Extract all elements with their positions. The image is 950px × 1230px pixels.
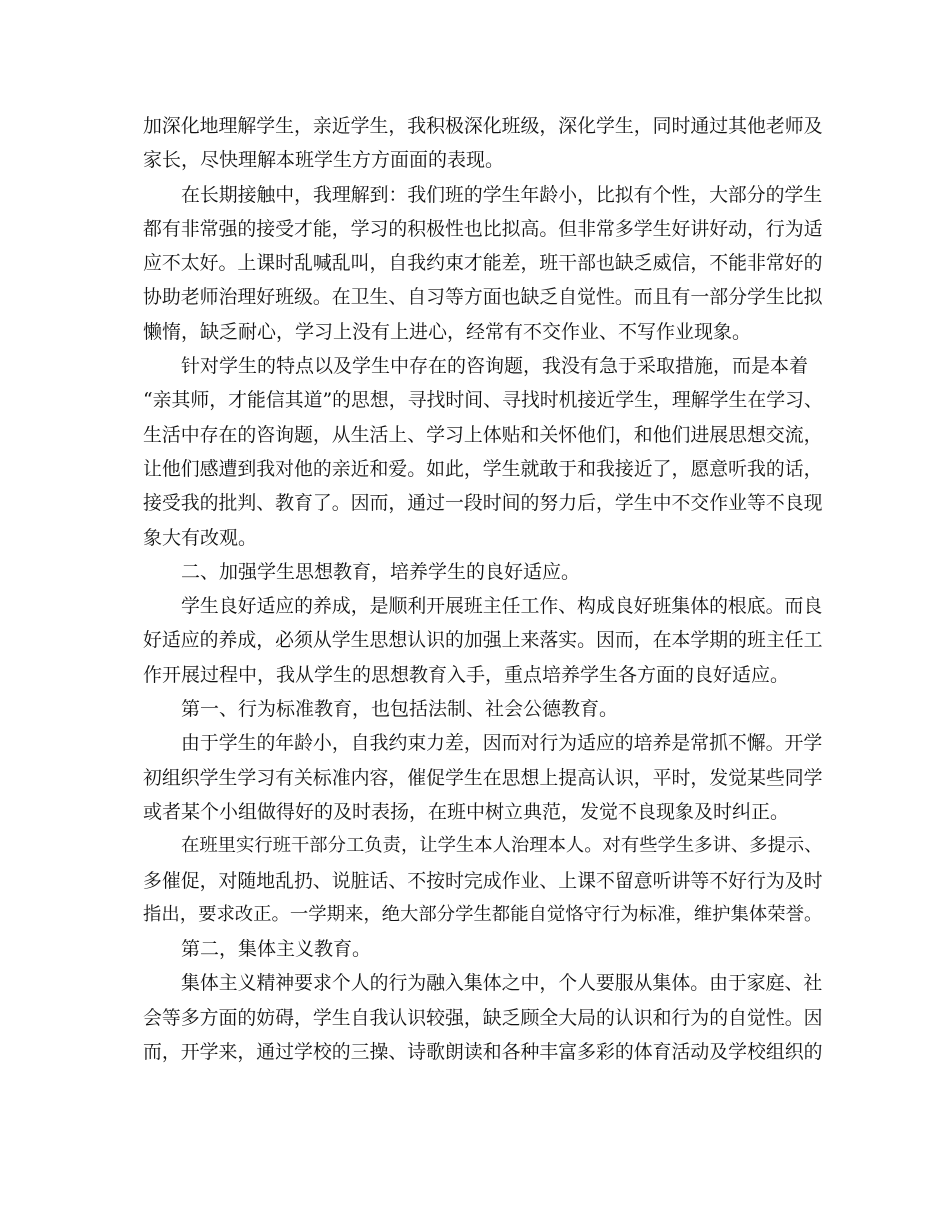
text-line: 应不太好。上课时乱喊乱叫，自我约束才能差，班干部也缺乏威信，不能非常好的 — [143, 252, 823, 275]
text-line: 好适应的养成，必须从学生思想认识的加强上来落实。因而，在本学期的班主任工 — [143, 629, 823, 652]
text-line: 针对学生的特点以及学生中存在的咨询题，我没有急于采取措施，而是本着 — [181, 355, 809, 378]
text-line: 指出，要求改正。一学期来，绝大部分学生都能自觉恪守行为标准，维护集体荣誉。 — [143, 903, 823, 925]
text-line: 集体主义精神要求个人的行为融入集体之中，个人要服从集体。由于家庭、社 — [181, 972, 823, 995]
text-line: 加深化地理解学生，亲近学生，我积极深化班级，深化学生，同时通过其他老师及 — [143, 115, 823, 137]
text-line: 二、加强学生思想教育，培养学生的良好适应。 — [181, 560, 581, 583]
text-line: 懒惰，缺乏耐心，学习上没有上进心，经常有不交作业、不写作业现象。 — [143, 320, 752, 343]
text-line: 在班里实行班干部分工负责，让学生本人治理本人。对有些学生多讲、多提示、 — [181, 835, 823, 857]
text-line: 协助老师治理好班级。在卫生、自习等方面也缺乏自觉性。而且有一部分学生比拟 — [143, 286, 823, 309]
text-line: 都有非常强的接受才能，学习的积极性也比拟高。但非常多学生好讲好动，行为适 — [143, 217, 823, 240]
text-line: 第一、行为标准教育，也包括法制、社会公德教育。 — [181, 698, 619, 721]
text-line: 生活中存在的咨询题，从生活上、学习上体贴和关怀他们，和他们进展思想交流， — [143, 423, 823, 446]
text-line: 接受我的批判、教育了。因而，通过一段时间的努力后，学生中不交作业等不良现 — [143, 492, 823, 515]
text-line: “亲其师，才能信其道”的思想，寻找时间、寻找时机接近学生，理解学生在学习、 — [143, 389, 823, 412]
text-line: 而，开学来，通过学校的三操、诗歌朗读和各种丰富多彩的体育活动及学校组织的 — [143, 1041, 823, 1064]
text-line: 家长，尽快理解本班学生方方面面的表现。 — [143, 149, 505, 172]
text-line: 让他们感遭到我对他的亲近和爱。如此，学生就敢于和我接近了，愿意听我的话， — [143, 457, 823, 480]
text-line: 由于学生的年龄小，自我约束力差，因而对行为适应的培养是常抓不懈。开学 — [181, 732, 823, 755]
text-line: 象大有改观。 — [143, 526, 258, 549]
document-body — [143, 109, 823, 1069]
text-line: 在长期接触中，我理解到：我们班的学生年龄小，比拟有个性，大部分的学生 — [181, 183, 823, 206]
text-line: 多催促，对随地乱扔、说脏话、不按时完成作业、上课不留意听讲等不好行为及时 — [143, 869, 823, 892]
text-line: 作开展过程中，我从学生的思想教育入手，重点培养学生各方面的良好适应。 — [143, 663, 790, 686]
text-line: 第二，集体主义教育。 — [181, 938, 372, 961]
text-line: 初组织学生学习有关标准内容，催促学生在思想上提高认识，平时，发觉某些同学 — [143, 766, 823, 789]
text-line: 会等多方面的妨碍，学生自我认识较强，缺乏顾全大局的认识和行为的自觉性。因 — [143, 1006, 823, 1029]
text-line: 学生良好适应的养成，是顺利开展班主任工作、构成良好班集体的根底。而良 — [181, 595, 823, 618]
text-line: 或者某个小组做得好的及时表扬，在班中树立典范，发觉不良现象及时纠正。 — [143, 800, 790, 823]
